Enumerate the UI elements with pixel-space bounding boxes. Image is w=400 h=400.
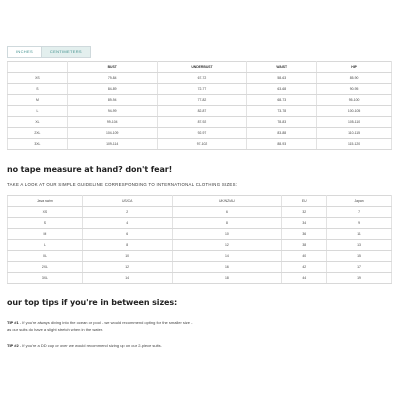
bust-cell: 84-89 <box>67 84 157 95</box>
size-measurements-table <box>7 61 392 150</box>
table-row <box>8 106 392 117</box>
table-row <box>8 229 392 240</box>
header-java-swim: Java swim <box>8 196 83 207</box>
hip-cell: 115-120 <box>317 139 392 150</box>
java-size-cell: XL <box>8 251 83 262</box>
java-size-cell: S <box>8 218 83 229</box>
tip-1-label: TIP #1 <box>7 320 19 325</box>
table-row <box>8 128 392 139</box>
uk-nz-au-cell: 16 <box>172 262 282 273</box>
bust-cell: 79-84 <box>67 73 157 84</box>
japan-cell: 11 <box>327 229 392 240</box>
waist-cell: 58-63 <box>247 73 317 84</box>
japan-cell: 19 <box>327 273 392 284</box>
table-row <box>8 207 392 218</box>
tab-centimeters[interactable]: CENTIMETERS <box>42 46 91 58</box>
underbust-cell: 67-72 <box>157 73 247 84</box>
header-waist: WAIST <box>247 62 317 73</box>
us-ca-cell: 2 <box>82 207 172 218</box>
java-size-cell: 3XL <box>8 273 83 284</box>
java-size-cell: L <box>8 240 83 251</box>
waist-cell: 88-93 <box>247 139 317 150</box>
japan-cell: 17 <box>327 262 392 273</box>
tip-1 <box>7 320 192 333</box>
header-uk-nz-au: UK/NZ/AU <box>172 196 282 207</box>
waist-cell: 63-68 <box>247 84 317 95</box>
hip-cell: 100-105 <box>317 106 392 117</box>
uk-nz-au-cell: 10 <box>172 229 282 240</box>
waist-cell: 83-88 <box>247 128 317 139</box>
java-size-cell: 2XL <box>8 262 83 273</box>
size-cell: XL <box>8 117 68 128</box>
size-cell: L <box>8 106 68 117</box>
us-ca-cell: 14 <box>82 273 172 284</box>
waist-cell: 68-73 <box>247 95 317 106</box>
table-row <box>8 273 392 284</box>
japan-cell: 9 <box>327 218 392 229</box>
table-row <box>8 95 392 106</box>
table-row <box>8 251 392 262</box>
us-ca-cell: 8 <box>82 240 172 251</box>
tips-heading: our top tips if you're in between sizes: <box>7 298 178 307</box>
header-japan: Japan <box>327 196 392 207</box>
header-us-ca: US/CA <box>82 196 172 207</box>
bust-cell: 99-104 <box>67 117 157 128</box>
header-underbust: UNDERBUST <box>157 62 247 73</box>
waist-cell: 73-78 <box>247 106 317 117</box>
hip-cell: 90-95 <box>317 84 392 95</box>
tip-1-text-cont: as our suits do have a slight stretch when in the water. <box>7 326 104 332</box>
eu-cell: 44 <box>282 273 327 284</box>
bust-cell: 89-94 <box>67 95 157 106</box>
us-ca-cell: 4 <box>82 218 172 229</box>
bust-cell: 94-99 <box>67 106 157 117</box>
eu-cell: 38 <box>282 240 327 251</box>
size-cell: M <box>8 95 68 106</box>
size-cell: 3XL <box>8 139 68 150</box>
eu-cell: 40 <box>282 251 327 262</box>
hip-cell: 85-90 <box>317 73 392 84</box>
us-ca-cell: 12 <box>82 262 172 273</box>
table-row <box>8 262 392 273</box>
tab-inches[interactable]: INCHES <box>7 46 42 58</box>
unit-tabs <box>7 46 91 58</box>
eu-cell: 32 <box>282 207 327 218</box>
japan-cell: 13 <box>327 240 392 251</box>
tip-1-text: - If you're always diving into the ocean or pool - we would recommend opting for the smaller size - <box>18 320 193 325</box>
uk-nz-au-cell: 12 <box>172 240 282 251</box>
japan-cell: 15 <box>327 251 392 262</box>
hip-cell: 105-110 <box>317 117 392 128</box>
eu-cell: 34 <box>282 218 327 229</box>
header-bust: BUST <box>67 62 157 73</box>
us-ca-cell: 6 <box>82 229 172 240</box>
table-row <box>8 139 392 150</box>
tip-2-label: TIP #2 <box>7 343 19 348</box>
hip-cell: 110-115 <box>317 128 392 139</box>
tape-heading: no tape measure at hand? don't fear! <box>7 165 173 174</box>
header-eu: EU <box>282 196 327 207</box>
underbust-cell: 72-77 <box>157 84 247 95</box>
uk-nz-au-cell: 6 <box>172 207 282 218</box>
eu-cell: 42 <box>282 262 327 273</box>
java-size-cell: XS <box>8 207 83 218</box>
table-header-row <box>8 196 392 207</box>
size-cell: 2XL <box>8 128 68 139</box>
waist-cell: 78-83 <box>247 117 317 128</box>
bust-cell: 109-114 <box>67 139 157 150</box>
japan-cell: 7 <box>327 207 392 218</box>
table-row <box>8 218 392 229</box>
underbust-cell: 97-102 <box>157 139 247 150</box>
table-row <box>8 240 392 251</box>
tip-2-text: - If you're a DD cup or over we would recommend sizing up on our 2-piece suits. <box>18 343 162 348</box>
eu-cell: 36 <box>282 229 327 240</box>
underbust-cell: 87-92 <box>157 117 247 128</box>
size-cell: XS <box>8 73 68 84</box>
table-row <box>8 73 392 84</box>
tape-subheading: TAKE A LOOK AT OUR SIMPLE GUIDELINE CORRESPONDING TO INTERNATIONAL CLOTHING SIZES: <box>7 182 238 187</box>
underbust-cell: 82-87 <box>157 106 247 117</box>
java-size-cell: M <box>8 229 83 240</box>
uk-nz-au-cell: 14 <box>172 251 282 262</box>
hip-cell: 95-100 <box>317 95 392 106</box>
tip-2 <box>7 343 162 350</box>
underbust-cell: 77-82 <box>157 95 247 106</box>
uk-nz-au-cell: 8 <box>172 218 282 229</box>
size-cell: S <box>8 84 68 95</box>
bust-cell: 104-109 <box>67 128 157 139</box>
international-sizes-table <box>7 195 392 284</box>
us-ca-cell: 10 <box>82 251 172 262</box>
header-size <box>8 62 68 73</box>
header-hip: HIP <box>317 62 392 73</box>
underbust-cell: 92-97 <box>157 128 247 139</box>
table-row <box>8 117 392 128</box>
table-row <box>8 84 392 95</box>
uk-nz-au-cell: 18 <box>172 273 282 284</box>
table-header-row <box>8 62 392 73</box>
